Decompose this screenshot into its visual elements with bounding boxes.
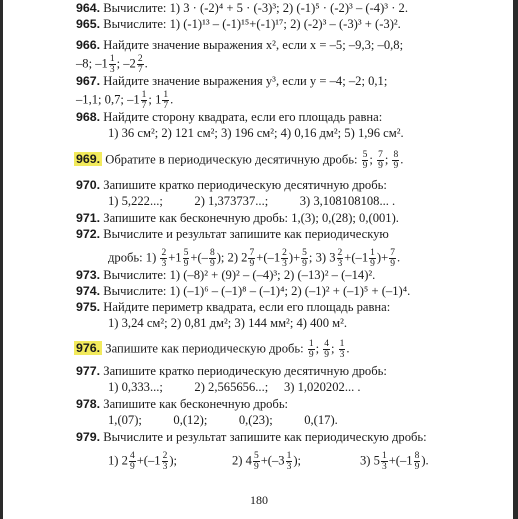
problem-text: Найдите значение выражения x², если x = –5; –9,3; –0,8;	[103, 38, 404, 52]
fraction: $\frac{7}{9}$	[249, 248, 255, 269]
problem-number: 965.	[76, 17, 101, 31]
problem-number: 972.	[76, 227, 101, 241]
problem-976	[76, 339, 468, 360]
fraction: $\frac{2}{3}$	[282, 248, 287, 269]
problem-964	[76, 0, 468, 16]
fraction: $\frac{4}{9}$	[129, 451, 135, 472]
problem-975-options	[108, 315, 468, 331]
problem-979	[76, 429, 468, 445]
punct: ;	[384, 152, 389, 167]
problem-text: Запишите кратко периодическую десятичную дробь:	[103, 364, 387, 378]
fraction: $\frac{2}{3}$	[337, 248, 343, 269]
problem-options: 1) 3,24 см²; 2) 0,81 дм²; 3) 144 мм²; 4) 400 м².	[108, 316, 348, 330]
problem-text: Вычислите: 1) (–8)² + (9)² – (–4)³; 2) (–13)² – (–14)².	[103, 268, 376, 282]
expr-part: +(–3	[260, 453, 285, 468]
expr-part: +(–	[190, 250, 208, 265]
fraction: $\frac{7}{9}$	[390, 248, 395, 269]
punct: .	[170, 92, 174, 107]
problem-number: 975.	[76, 300, 101, 314]
page-number: 180	[250, 493, 268, 507]
problem-970	[76, 177, 468, 193]
problem-966-cont	[76, 54, 468, 75]
fraction: $\frac{1}{7}$	[163, 90, 169, 111]
fraction: $\frac{2}{7}$	[137, 54, 143, 75]
problem-text: Вычислите и результат запишите как периодическую дробь:	[103, 430, 427, 444]
problem-text: Найдите значение выражения y³, если y = –4; –2; 0,1;	[103, 74, 388, 88]
expr-part: );	[169, 453, 178, 468]
fraction: $\frac{1}{9}$	[308, 339, 314, 360]
expr-part: 1) 2	[108, 453, 128, 468]
problem-978	[76, 396, 468, 412]
problem-968-options	[108, 125, 468, 141]
punct: ;	[331, 341, 335, 356]
problem-text: Запишите как бесконечную дробь:	[103, 397, 289, 411]
fraction: $\frac{2}{3}$	[162, 451, 168, 472]
problem-number: 966.	[76, 38, 101, 52]
problem-977	[76, 363, 468, 379]
fraction: $\frac{4}{9}$	[324, 339, 329, 360]
expr-part: +(–1	[344, 250, 369, 265]
punct: ;	[315, 341, 320, 356]
problem-number-highlighted: 969.	[76, 152, 101, 167]
problem-number: 968.	[76, 110, 101, 124]
fraction: $\frac{2}{3}$	[161, 248, 167, 269]
fraction: $\frac{8}{9}$	[414, 451, 420, 472]
fraction: $\frac{1}{3}$	[339, 339, 345, 360]
problem-options: 1) 36 см²; 2) 121 см²; 3) 196 см²; 4) 0,16 дм²; 5) 1,96 см².	[108, 126, 404, 140]
problem-974	[76, 283, 468, 299]
problem-number: 973.	[76, 268, 101, 282]
punct: .	[346, 341, 350, 356]
fraction: $\frac{8}{9}$	[393, 150, 399, 171]
problem-text: Вычислите и результат запишите как периодическую	[103, 227, 389, 241]
fraction: $\frac{8}{9}$	[209, 248, 215, 269]
page-edge-right	[513, 0, 518, 519]
problem-975	[76, 299, 468, 315]
expr-part: ).	[421, 453, 429, 468]
value-list: –8; –1	[76, 56, 108, 71]
problem-number-highlighted: 976.	[76, 341, 101, 356]
fraction: $\frac{5}{9}$	[253, 451, 259, 472]
problem-text: Найдите сторону квадрата, если его площадь равна:	[103, 110, 383, 124]
problem-number: 974.	[76, 284, 101, 298]
problem-text: Вычислите: 1) 3 · (-2)⁴ + 5 · (-3)³; 2) (-1)⁵ · (-2)³ – (-4)³ · 2.	[103, 1, 408, 15]
problem-965	[76, 16, 468, 32]
problem-text: Запишите как бесконечную дробь: 1,(3); 0,(28); 0,(001).	[103, 211, 399, 225]
problem-number: 971.	[76, 211, 101, 225]
expr-part: дробь: 1)	[108, 250, 157, 265]
expr-part: 3) 5	[360, 453, 380, 468]
problem-options: 1,(07); 0,(12); 0,(23); 0,(17).	[108, 413, 338, 427]
problem-967	[76, 73, 468, 89]
expr-part: +(–1	[388, 453, 413, 468]
expr-part: 2) 4	[232, 453, 252, 468]
problem-978-options	[108, 412, 468, 428]
page-edge-left	[0, 0, 3, 519]
problem-977-options	[108, 379, 468, 395]
fraction: $\frac{1}{9}$	[370, 248, 375, 269]
problem-979-expr-3	[360, 451, 468, 472]
problem-966	[76, 37, 468, 53]
value-list: ; 1	[148, 92, 162, 107]
problem-text: Обратите в периодическую десятичную дробь:	[105, 152, 358, 167]
problem-options: 1) 0,333...; 2) 2,565656...; 3) 1,020202... .	[108, 380, 361, 394]
punct: .	[144, 56, 148, 71]
problem-number: 977.	[76, 364, 101, 378]
problem-number: 979.	[76, 430, 101, 444]
problem-text: Вычислите: 1) (-1)¹³ – (-1)¹⁵+(-1)¹⁷; 2) (-2)³ – (-3)³ + (-3)².	[103, 17, 401, 31]
expr-part: )+	[288, 250, 301, 265]
problem-options: 1) 5,222...; 2) 1,373737...; 3) 3,108108108... .	[108, 194, 396, 208]
problem-967-cont	[76, 90, 468, 111]
expr-part: );	[293, 453, 302, 468]
problem-text: Вычислите: 1) (–1)⁶ – (–1)⁸ – (–1)⁴; 2) (–1)² + (–1)⁵ + (–1)⁴.	[103, 284, 411, 298]
problem-number: 967.	[76, 74, 101, 88]
problem-972	[76, 226, 468, 242]
problem-972-expr	[108, 248, 468, 269]
problem-969	[76, 150, 468, 171]
punct: .	[400, 152, 404, 167]
problem-number: 964.	[76, 1, 101, 15]
expr-part: +(–1	[256, 250, 281, 265]
expr-part: ); 2) 2	[216, 250, 248, 265]
problem-number: 970.	[76, 178, 101, 192]
problem-text: Запишите как периодическую дробь:	[105, 341, 304, 356]
problem-text: Запишите кратко периодическую десятичную дробь:	[103, 178, 387, 192]
expr-part: ; 3) 3	[308, 250, 336, 265]
fraction: $\frac{5}{9}$	[362, 150, 368, 171]
problem-text: Найдите периметр квадрата, если его площадь равна:	[103, 300, 391, 314]
expr-part: +1	[168, 250, 182, 265]
problem-970-options	[108, 193, 468, 209]
fraction: $\frac{1}{3}$	[109, 54, 115, 75]
fraction: $\frac{1}{3}$	[286, 451, 292, 472]
fraction: $\frac{5}{9}$	[183, 248, 189, 269]
problem-971	[76, 210, 468, 226]
value-list: –1,1; 0,7; –1	[76, 92, 140, 107]
problem-number: 978.	[76, 397, 101, 411]
punct: .	[396, 250, 401, 265]
problem-973	[76, 267, 468, 283]
fraction: $\frac{1}{3}$	[381, 451, 387, 472]
fraction: $\frac{1}{7}$	[141, 90, 147, 111]
fraction: $\frac{7}{9}$	[378, 150, 383, 171]
expr-part: +(–1	[136, 453, 161, 468]
value-list: ; –2	[116, 56, 136, 71]
problem-968	[76, 109, 468, 125]
punct: ;	[369, 152, 373, 167]
fraction: $\frac{5}{9}$	[302, 248, 307, 269]
expr-part: )+	[376, 250, 389, 265]
